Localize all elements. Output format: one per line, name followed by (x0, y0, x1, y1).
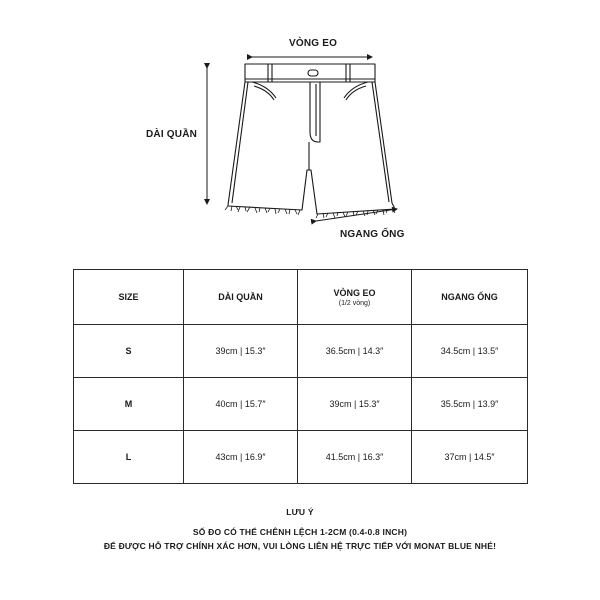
header-waist-label: VÒNG EO (333, 287, 376, 298)
shorts-outline (228, 64, 395, 214)
header-leg: NGANG ỐNG (412, 270, 528, 325)
length-label: DÀI QUẦN (146, 129, 198, 140)
waist-cell: 39cm | 15.3″ (298, 378, 412, 431)
size-cell: S (74, 325, 184, 378)
leg-cell: 34.5cm | 13.5″ (412, 325, 528, 378)
table-row (74, 431, 528, 484)
leg-cell: 37cm | 14.5″ (412, 431, 528, 484)
notes-section (0, 505, 600, 553)
table-row (74, 378, 528, 431)
table-row (74, 325, 528, 378)
notes-line-2: ĐỂ ĐƯỢC HỖ TRỢ CHÍNH XÁC HƠN, VUI LÒNG LIÊN HỆ TRỰC TIẾP VỚI MONAT BLUE NHÉ! (103, 541, 497, 551)
frayed-hem (225, 206, 395, 218)
size-cell: L (74, 431, 184, 484)
table-header-row (74, 270, 528, 325)
length-cell: 39cm | 15.3″ (184, 325, 298, 378)
leg-opening-label: NGANG ỐNG (340, 229, 405, 240)
header-waist-note: (1/2 vòng) (338, 299, 371, 307)
waist-cell: 41.5cm | 16.3″ (298, 431, 412, 484)
header-size: SIZE (74, 270, 184, 325)
shorts-diagram (0, 0, 600, 260)
waist-cell: 36.5cm | 14.3″ (298, 325, 412, 378)
notes-line-1: SỐ ĐO CÓ THỂ CHÊNH LỆCH 1-2CM (0.4-0.8 INCH) (192, 527, 408, 537)
leg-cell: 35.5cm | 13.9″ (412, 378, 528, 431)
header-waist (298, 270, 412, 325)
leg-arrow (316, 209, 397, 221)
header-length: DÀI QUẦN (184, 270, 298, 325)
length-cell: 43cm | 16.9″ (184, 431, 298, 484)
size-chart-table (73, 269, 528, 484)
size-cell: M (74, 378, 184, 431)
length-cell: 40cm | 15.7″ (184, 378, 298, 431)
waist-label: VÒNG EO (289, 38, 338, 49)
notes-title: LƯU Ý (286, 507, 314, 517)
